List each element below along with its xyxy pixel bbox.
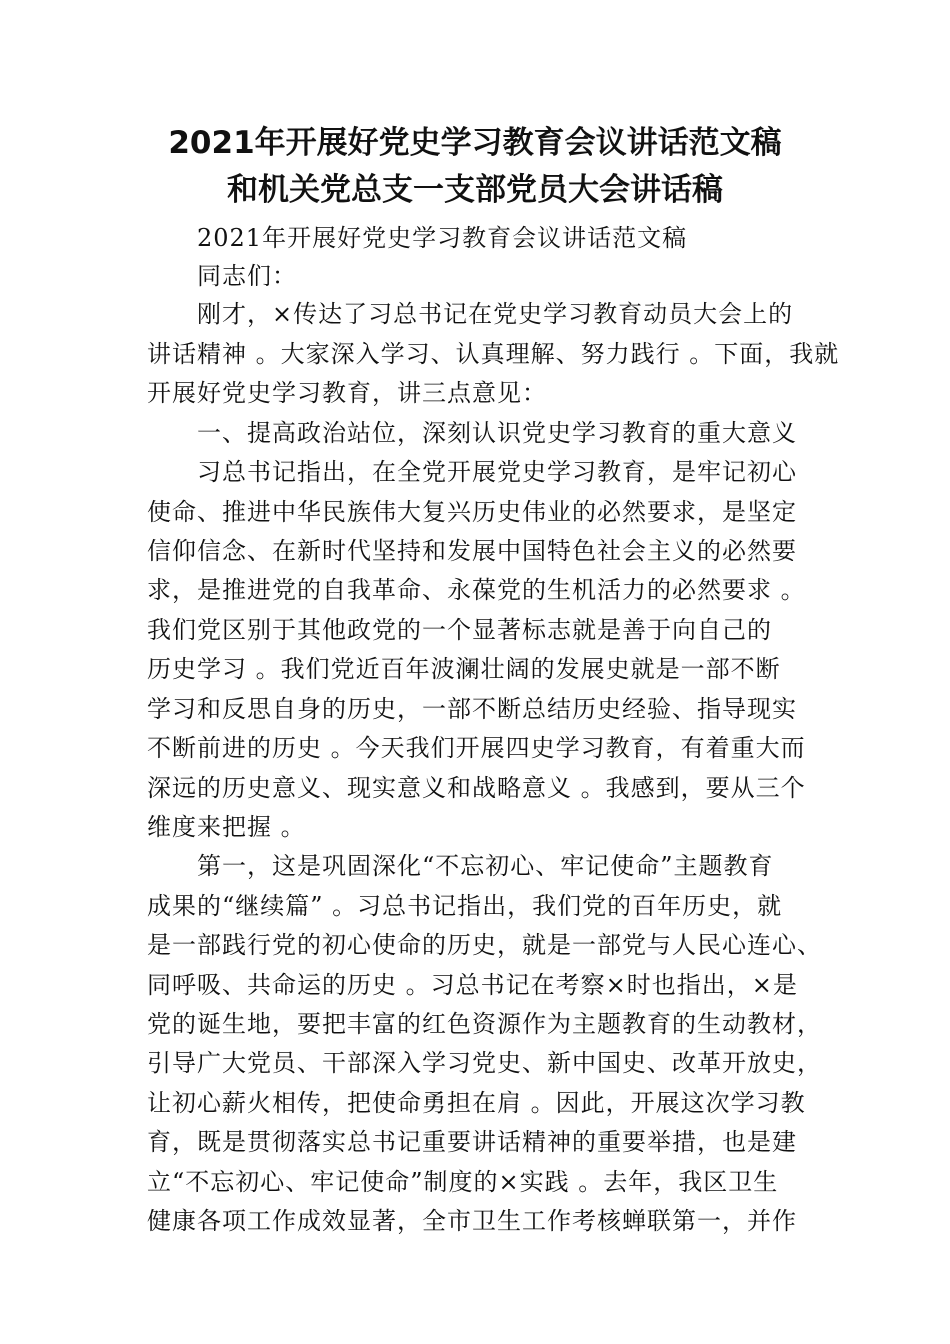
paragraph-line: 求，是推进党的自我革命、永葆党的生机活力的必然要求 。 — [147, 576, 806, 604]
paragraph-line: 让初心薪火相传，把使命勇担在肩 。因此，开展这次学习教 — [147, 1089, 806, 1117]
paragraph-line: 不断前进的历史 。今天我们开展四史学习教育，有着重大而 — [147, 734, 806, 762]
paragraph-line: 是一部践行党的初心使命的历史，就是一部党与人民心连心、 — [147, 931, 822, 959]
paragraph-line: 党的诞生地，要把丰富的红色资源作为主题教育的生动教材， — [147, 1010, 822, 1038]
paragraph-line: 成果的“继续篇” 。习总书记指出，我们党的百年历史，就 — [147, 892, 783, 920]
paragraph-line: 引导广大党员、干部深入学习党史、新中国史、改革开放史， — [147, 1049, 822, 1077]
paragraph-line: 历史学习 。我们党近百年波澜壮阔的发展史就是一部不断 — [147, 655, 781, 683]
salutation-line: 同志们： — [197, 262, 297, 290]
paragraph-line: 习总书记指出，在全党开展党史学习教育，是牢记初心 — [197, 458, 797, 486]
paragraph-line: 维度来把握 。 — [147, 813, 306, 841]
paragraph-line: 同呼吸、共命运的历史 。习总书记在考察×时也指出，×是 — [147, 971, 798, 999]
paragraph-line: 深远的历史意义、现实意义和战略意义 。我感到，要从三个 — [147, 774, 806, 802]
paragraph-line: 我们党区别于其他政党的一个显著标志就是善于向自己的 — [147, 616, 772, 644]
paragraph-line: 立“不忘初心、牢记使命”制度的×实践 。去年，我区卫生 — [147, 1168, 779, 1196]
paragraph-line: 讲话精神 。大家深入学习、认真理解、努力践行 。下面，我就 — [147, 340, 840, 368]
paragraph-line: 刚才，×传达了习总书记在党史学习教育动员大会上的 — [197, 300, 794, 328]
paragraph-line: 育，既是贯彻落实总书记重要讲话精神的重要举措，也是建 — [147, 1128, 797, 1156]
subtitle-line: 2021年开展好党史学习教育会议讲话范文稿 — [197, 224, 688, 252]
paragraph-line: 开展好党史学习教育，讲三点意见： — [147, 379, 547, 407]
paragraph-line: 学习和反思自身的历史，一部不断总结历史经验、指导现实 — [147, 695, 797, 723]
paragraph-line: 第一，这是巩固深化“不忘初心、牢记使命”主题教育 — [197, 852, 774, 880]
document-title-line-2: 和机关党总支一支部党员大会讲话稿 — [227, 172, 723, 208]
paragraph-line: 健康各项工作成效显著，全市卫生工作考核蝉联第一，并作 — [147, 1207, 797, 1235]
document-title-line-1: 2021年开展好党史学习教育会议讲话范文稿 — [168, 125, 782, 161]
paragraph-line: 使命、推进中华民族伟大复兴历史伟业的必然要求，是坚定 — [147, 498, 797, 526]
section-heading-line: 一、提高政治站位，深刻认识党史学习教育的重大意义 — [197, 419, 797, 447]
paragraph-line: 信仰信念、在新时代坚持和发展中国特色社会主义的必然要 — [147, 537, 797, 565]
